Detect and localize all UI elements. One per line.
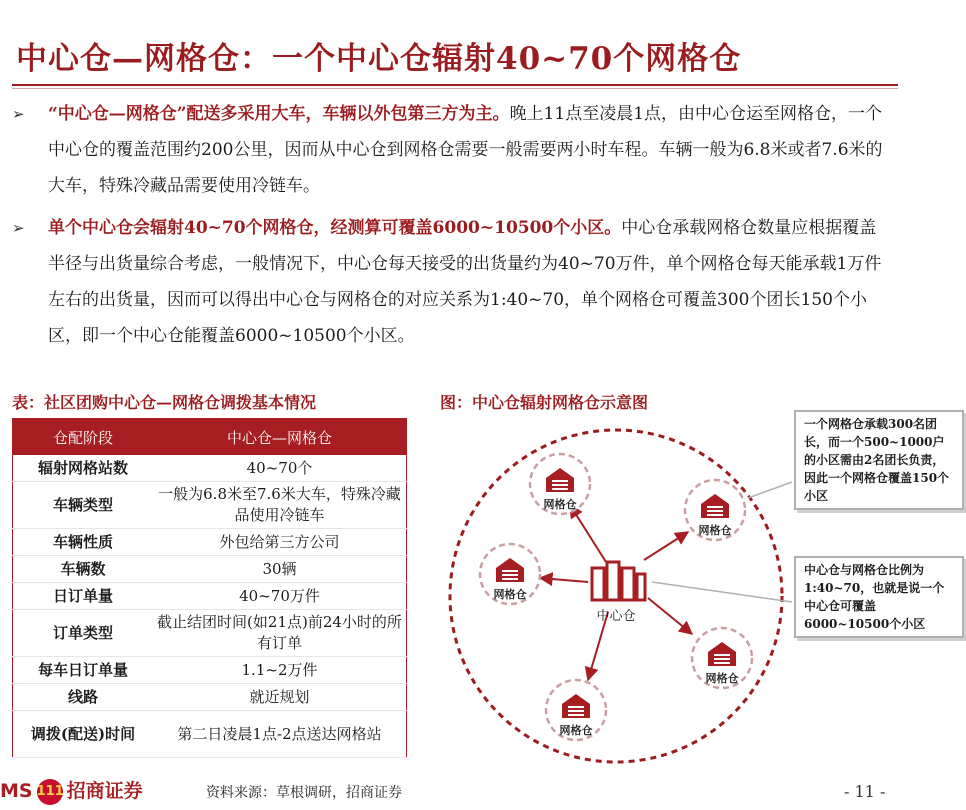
company-logo <box>0 776 143 805</box>
table-cell-value: 截止结团时间(如21点)前24小时的所有订单 <box>157 613 402 652</box>
table-cell-value: 外包给第三方公司 <box>219 532 340 551</box>
grid-node <box>530 454 590 514</box>
grid-node <box>685 480 745 540</box>
grid-node <box>692 628 752 688</box>
bullet-arrow-icon: ➢ <box>12 105 25 123</box>
center-warehouse <box>592 562 645 624</box>
table-header-row <box>13 419 407 456</box>
table-cell-key: 订单类型 <box>52 623 113 642</box>
table-cell-value: 第二日凌晨1点-2点送达网格站 <box>177 724 382 743</box>
table-header-route: 中心仓—网格仓 <box>153 419 407 456</box>
title-divider-thin <box>12 88 898 89</box>
table-cell-key: 辐射网格站数 <box>37 458 128 477</box>
table-cell-value: 就近规划 <box>249 687 310 706</box>
warehouse-building-icon <box>592 562 645 600</box>
logo-badge-icon: 111 <box>37 779 63 805</box>
table-row <box>13 657 407 684</box>
bullet-1 <box>12 96 892 204</box>
grid-label: 网格仓 <box>705 672 739 685</box>
grid-node <box>546 680 606 740</box>
page-title: 中心仓—网格仓：一个中心仓辐射40~70个网格仓 <box>16 41 742 77</box>
table-row <box>13 583 407 610</box>
table-row <box>13 684 407 711</box>
title-divider <box>12 84 898 86</box>
table-caption: 表：社区团购中心仓—网格仓调拨基本情况 <box>12 393 317 412</box>
note-leader-top <box>748 482 792 498</box>
logo-prefix: MS <box>0 780 33 802</box>
grid-label: 网格仓 <box>493 588 527 601</box>
table-header-stage: 仓配阶段 <box>13 419 154 456</box>
callout-bottom: 中心仓与网格仓比例为1:40~70，也就是说一个中心仓可覆盖6000~10500个小区 <box>794 556 964 638</box>
table-cell-value: 40~70万件 <box>239 586 320 605</box>
table-row <box>13 610 407 657</box>
table-cell-key: 每车日订单量 <box>37 660 128 679</box>
bullet-2-body: 中心仓承载网格仓数量应根据覆盖半径与出货量综合考虑，一般情况下，中心仓每天接受的出货量约为40~70万件，单个网格仓每天能承载1万件左右的出货量，因而可以得出中心仓与网格仓的对应关系为1:40~70，单个网格仓可覆盖300个团长150个小区，即一个中心仓能覆盖6000~10500个小区。 <box>48 218 882 346</box>
table-cell-value: 40~70个 <box>246 458 313 477</box>
table-cell-value: 1.1~2万件 <box>241 660 318 679</box>
bullet-1-highlight: “中心仓—网格仓”配送多采用大车，车辆以外包第三方为主。 <box>48 104 510 124</box>
table-cell-key: 线路 <box>67 687 98 706</box>
source-note: 资料来源：草根调研，招商证券 <box>206 785 402 801</box>
table-cell-key: 车辆性质 <box>52 532 113 551</box>
note-leader-bottom <box>652 582 792 602</box>
table-cell-value: 30辆 <box>262 559 297 578</box>
callout-top: 一个网格仓承载300名团长，而一个500~1000户的小区需由2名团长负责，因此一个网格仓覆盖150个小区 <box>794 410 964 510</box>
table-row <box>13 556 407 583</box>
grid-node <box>480 544 540 604</box>
page-number: - 11 - <box>844 782 886 801</box>
bullet-1-body: 晚上11点至凌晨1点，由中心仓运至网格仓，一个中心仓的覆盖范围约200公里，因而从中心仓到网格仓需要一般需要两小时车程。车辆一般为6.8米或者7.6米的大车，特殊冷藏品需要使用冷链车。 <box>48 104 883 196</box>
table-cell-key: 车辆数 <box>60 559 106 578</box>
table-row <box>13 455 407 482</box>
radiating-arrows <box>540 505 692 680</box>
table-row <box>13 529 407 556</box>
info-table <box>12 418 407 758</box>
bullet-arrow-icon: ➢ <box>12 219 25 237</box>
table-row <box>13 711 407 758</box>
bullet-2-highlight: 单个中心仓会辐射40~70个网格仓，经测算可覆盖6000~10500个小区。 <box>48 218 622 238</box>
grid-label: 网格仓 <box>559 724 593 737</box>
grid-label: 网格仓 <box>543 498 577 511</box>
table-cell-value: 一般为6.8米至7.6米大车，特殊冷藏品使用冷链车 <box>158 485 401 524</box>
table-cell-key: 车辆类型 <box>52 495 113 514</box>
table-row <box>13 482 407 529</box>
center-label: 中心仓 <box>596 609 636 624</box>
hub-diagram <box>430 412 800 772</box>
grid-label: 网格仓 <box>698 524 732 537</box>
bullet-2 <box>12 210 892 354</box>
figure-caption: 图：中心仓辐射网格仓示意图 <box>440 393 649 412</box>
table-cell-key: 调拨(配送)时间 <box>30 724 136 743</box>
logo-name: 招商证券 <box>66 780 143 802</box>
table-cell-key: 日订单量 <box>52 586 113 605</box>
